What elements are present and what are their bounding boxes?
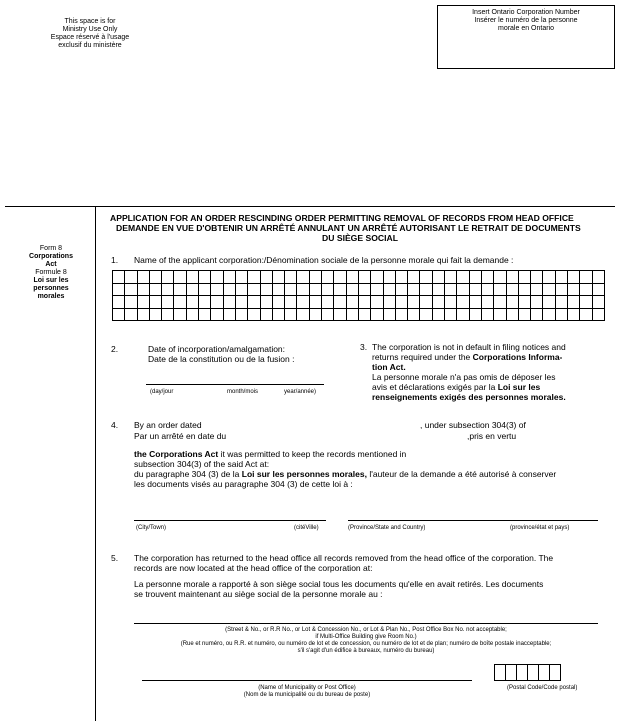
grid-cell[interactable] (518, 308, 530, 321)
incorporation-date-line[interactable] (146, 384, 324, 385)
postal-code-box[interactable] (550, 665, 561, 681)
grid-row (113, 308, 605, 321)
grid-cell[interactable] (567, 308, 579, 321)
grid-cell[interactable] (383, 283, 395, 296)
grid-row (113, 271, 605, 284)
postal-code-box[interactable] (495, 665, 506, 681)
grid-cell[interactable] (149, 308, 161, 321)
postal-code-box[interactable] (517, 665, 528, 681)
item-5-fr-2: se trouvent maintenant au siège social de la personne morale au : (134, 589, 383, 599)
item-5-number: 5. (111, 553, 119, 563)
grid-cell[interactable] (211, 296, 223, 309)
item-2-number: 2. (111, 344, 119, 354)
grid-cell[interactable] (137, 296, 149, 309)
item-5-en-2: records are now located at the head office of the corporation at: (134, 563, 373, 573)
item-2-label (148, 344, 294, 364)
sidebar-divider (95, 206, 96, 721)
grid-cell[interactable] (322, 296, 334, 309)
grid-cell[interactable] (297, 296, 309, 309)
municipality-caption (142, 685, 472, 699)
item-1-label: Name of the applicant corporation:/Dénomination sociale de la personne morale qui fait la demande : (134, 255, 514, 265)
grid-cell[interactable] (383, 296, 395, 309)
grid-cell[interactable] (309, 308, 321, 321)
grid-cell[interactable] (580, 308, 592, 321)
grid-cell[interactable] (592, 271, 604, 284)
act-name-en-1: Corporations (29, 253, 73, 260)
grid-cell[interactable] (457, 283, 469, 296)
title-fr-1: DEMANDE EN VUE D'OBTENIR UN ARRÊTÉ ANNULANT UN ARRÊTÉ AUTORISANT LE RETRAIT DE DOCUMENTS (116, 223, 581, 233)
grid-cell[interactable] (358, 271, 370, 284)
grid-cell[interactable] (457, 271, 469, 284)
grid-cell[interactable] (186, 296, 198, 309)
grid-cell[interactable] (174, 271, 186, 284)
grid-cell[interactable] (113, 283, 125, 296)
order-dated-fr: Par un arrêté en date du (134, 431, 227, 441)
grid-cell[interactable] (162, 283, 174, 296)
grid-cell[interactable] (506, 283, 518, 296)
grid-cell[interactable] (211, 271, 223, 284)
page-divider (5, 206, 615, 207)
city-caption-fr: (citéVille) (294, 525, 319, 531)
grid-cell[interactable] (186, 283, 198, 296)
grid-cell[interactable] (457, 308, 469, 321)
grid-cell[interactable] (346, 271, 358, 284)
grid-cell[interactable] (506, 308, 518, 321)
grid-cell[interactable] (297, 308, 309, 321)
grid-cell[interactable] (395, 296, 407, 309)
grid-cell[interactable] (334, 296, 346, 309)
ministry-line-2: Ministry Use Only (62, 26, 118, 33)
grid-cell[interactable] (506, 271, 518, 284)
grid-cell[interactable] (174, 283, 186, 296)
grid-cell[interactable] (235, 283, 247, 296)
grid-cell[interactable] (174, 308, 186, 321)
grid-cell[interactable] (445, 283, 457, 296)
corporation-name-grid[interactable] (112, 270, 605, 321)
item-3-number: 3. (360, 342, 368, 352)
street-address-line[interactable] (134, 623, 598, 624)
grid-cell[interactable] (420, 308, 432, 321)
grid-cell[interactable] (285, 271, 297, 284)
grid-cell[interactable] (531, 308, 543, 321)
grid-cell[interactable] (555, 308, 567, 321)
ministry-line-4: exclusif du ministère (58, 42, 122, 49)
province-line[interactable] (348, 520, 598, 521)
grid-cell[interactable] (445, 271, 457, 284)
grid-cell[interactable] (322, 283, 334, 296)
grid-cell[interactable] (580, 283, 592, 296)
grid-cell[interactable] (125, 283, 137, 296)
grid-cell[interactable] (592, 283, 604, 296)
item-5-en-1: The corporation has returned to the head office all records removed from the head office of the corporation. The (134, 553, 554, 563)
grid-cell[interactable] (432, 296, 444, 309)
grid-cell[interactable] (248, 308, 260, 321)
ministry-line-1: This space is for (64, 18, 116, 25)
grid-cell[interactable] (494, 271, 506, 284)
city-line[interactable] (134, 520, 326, 521)
grid-cell[interactable] (432, 271, 444, 284)
grid-cell[interactable] (506, 296, 518, 309)
grid-cell[interactable] (543, 296, 555, 309)
act-name-en: the Corporations Act (134, 449, 219, 459)
corp-number-label-2: Insérer le numéro de la personne (474, 17, 578, 24)
grid-cell[interactable] (555, 283, 567, 296)
grid-cell[interactable] (555, 296, 567, 309)
postal-code-caption: (Postal Code/Code postal) (507, 685, 578, 691)
grid-cell[interactable] (371, 271, 383, 284)
grid-cell[interactable] (297, 283, 309, 296)
grid-cell[interactable] (162, 271, 174, 284)
grid-cell[interactable] (383, 271, 395, 284)
grid-cell[interactable] (358, 283, 370, 296)
grid-cell[interactable] (580, 296, 592, 309)
city-caption: (City/Town) (136, 525, 167, 531)
grid-cell[interactable] (174, 296, 186, 309)
form-sidebar (10, 245, 92, 301)
grid-cell[interactable] (199, 283, 211, 296)
grid-cell[interactable] (371, 308, 383, 321)
grid-cell[interactable] (334, 283, 346, 296)
grid-cell[interactable] (395, 308, 407, 321)
grid-cell[interactable] (248, 296, 260, 309)
grid-cell[interactable] (309, 283, 321, 296)
grid-cell[interactable] (260, 271, 272, 284)
grid-cell[interactable] (235, 308, 247, 321)
grid-cell[interactable] (395, 283, 407, 296)
item-4-fr-a: du paragraphe 304 (3) de la (134, 469, 240, 479)
title-en: APPLICATION FOR AN ORDER RESCINDING ORDER PERMITTING REMOVAL OF RECORDS FROM HEAD OFFICE (110, 213, 574, 223)
grid-cell[interactable] (285, 283, 297, 296)
grid-cell[interactable] (481, 271, 493, 284)
grid-cell[interactable] (346, 283, 358, 296)
grid-cell[interactable] (334, 271, 346, 284)
act-name-fr-1: Loi sur les (33, 277, 69, 284)
grid-cell[interactable] (420, 271, 432, 284)
corporation-number-box[interactable] (437, 5, 615, 69)
grid-cell[interactable] (334, 308, 346, 321)
province-caption: (Province/State and Country) (348, 525, 426, 531)
grid-cell[interactable] (211, 308, 223, 321)
grid-cell[interactable] (531, 271, 543, 284)
item-3-en-act: Corporations Informa- (472, 352, 563, 362)
grid-cell[interactable] (113, 296, 125, 309)
item-2-label-fr: Date de la constitution ou de la fusion : (148, 354, 295, 364)
grid-cell[interactable] (358, 296, 370, 309)
corp-number-label-1: Insert Ontario Corporation Number (472, 9, 580, 16)
postal-code-box[interactable] (528, 665, 539, 681)
grid-cell[interactable] (162, 308, 174, 321)
grid-cell[interactable] (285, 308, 297, 321)
grid-cell[interactable] (469, 308, 481, 321)
item-4-number: 4. (111, 420, 119, 430)
corp-number-label-3: morale en Ontario (497, 25, 555, 32)
grid-cell[interactable] (358, 308, 370, 321)
postal-code-box[interactable] (506, 665, 517, 681)
grid-cell[interactable] (125, 296, 137, 309)
form-number-fr: Formule 8 (35, 269, 67, 276)
grid-cell[interactable] (469, 283, 481, 296)
grid-cell[interactable] (235, 271, 247, 284)
grid-cell[interactable] (592, 296, 604, 309)
grid-cell[interactable] (420, 296, 432, 309)
item-5-body (134, 553, 618, 599)
street-caption-en-1: (Street & No., or R.R No., or Lot & Concession No., or Lot & Plan No., Post Office Box No. not acceptable; (225, 627, 507, 633)
form-number-en: Form 8 (39, 245, 63, 252)
item-3-fr-act: Loi sur les (497, 382, 541, 392)
street-caption-fr-2: s'il s'agit d'un édifice à bureaux, numéro du bureau) (297, 648, 435, 654)
municipality-caption-fr: (Nom de la municipalité ou du bureau de poste) (243, 692, 371, 698)
item-3-fr-3: renseignements exigés des personnes morales. (372, 392, 566, 402)
grid-cell[interactable] (211, 283, 223, 296)
item-4-fr-b: l'auteur de la demande a été autorisé à conserver (369, 469, 557, 479)
grid-cell[interactable] (469, 296, 481, 309)
grid-cell[interactable] (113, 308, 125, 321)
grid-cell[interactable] (137, 308, 149, 321)
grid-cell[interactable] (481, 296, 493, 309)
grid-cell[interactable] (125, 271, 137, 284)
grid-cell[interactable] (531, 296, 543, 309)
grid-cell[interactable] (408, 271, 420, 284)
grid-cell[interactable] (371, 296, 383, 309)
grid-cell[interactable] (248, 283, 260, 296)
street-caption-en-2: if Multi-Office Building give Room No.) (315, 634, 417, 640)
item-3-en-1: The corporation is not in default in filing notices and (372, 342, 566, 352)
postal-code-box[interactable] (539, 665, 550, 681)
grid-cell[interactable] (580, 271, 592, 284)
grid-cell[interactable] (457, 296, 469, 309)
grid-cell[interactable] (543, 308, 555, 321)
grid-cell[interactable] (162, 296, 174, 309)
form-title (110, 213, 610, 243)
grid-cell[interactable] (494, 283, 506, 296)
grid-cell[interactable] (555, 271, 567, 284)
grid-cell[interactable] (272, 283, 284, 296)
ministry-line-3: Espace réservé à l'usage (50, 34, 130, 41)
grid-cell[interactable] (223, 296, 235, 309)
act-name-fr-2: personnes (33, 285, 69, 292)
grid-cell[interactable] (518, 296, 530, 309)
grid-cell[interactable] (420, 283, 432, 296)
grid-cell[interactable] (383, 308, 395, 321)
item-3-fr-1: La personne morale n'a pas omis de déposer les (372, 372, 556, 382)
grid-cell[interactable] (272, 308, 284, 321)
act-name-fr: Loi sur les personnes morales, (241, 469, 367, 479)
grid-cell[interactable] (199, 296, 211, 309)
day-caption: (day/jour (150, 389, 174, 395)
grid-cell[interactable] (260, 296, 272, 309)
grid-row (113, 296, 605, 309)
grid-cell[interactable] (346, 296, 358, 309)
grid-cell[interactable] (322, 271, 334, 284)
grid-cell[interactable] (494, 308, 506, 321)
grid-cell[interactable] (260, 283, 272, 296)
grid-cell[interactable] (272, 296, 284, 309)
grid-cell[interactable] (186, 308, 198, 321)
grid-cell[interactable] (518, 271, 530, 284)
grid-cell[interactable] (481, 308, 493, 321)
grid-cell[interactable] (309, 296, 321, 309)
grid-cell[interactable] (592, 308, 604, 321)
postal-code-boxes[interactable] (494, 664, 561, 681)
grid-cell[interactable] (199, 271, 211, 284)
item-3-fr-2: avis et déclarations exigés par la (372, 382, 496, 392)
grid-cell[interactable] (371, 283, 383, 296)
title-fr-2: DU SIÈGE SOCIAL (322, 233, 398, 243)
grid-cell[interactable] (297, 271, 309, 284)
grid-cell[interactable] (567, 283, 579, 296)
grid-cell[interactable] (469, 271, 481, 284)
grid-cell[interactable] (432, 308, 444, 321)
subsection-fr: ,pris en vertu (467, 431, 517, 441)
act-name-en-2: Act (45, 261, 57, 268)
item-5-fr-1: La personne morale a rapporté à son siège social tous les documents qu'elle en avait retirés. Les documents (134, 579, 544, 589)
grid-cell[interactable] (445, 296, 457, 309)
grid-cell[interactable] (235, 296, 247, 309)
grid-cell[interactable] (408, 296, 420, 309)
grid-cell[interactable] (248, 271, 260, 284)
grid-cell[interactable] (149, 296, 161, 309)
item-2-label-en: Date of incorporation/amalgamation: (148, 344, 286, 354)
grid-cell[interactable] (322, 308, 334, 321)
grid-cell[interactable] (272, 271, 284, 284)
grid-cell[interactable] (260, 308, 272, 321)
grid-cell[interactable] (346, 308, 358, 321)
grid-cell[interactable] (149, 283, 161, 296)
street-caption-fr-1: (Rue et numéro, ou R.R. et numéro, ou numéro de lot et de concession, ou numéro de lot et de plan; numéro de boîte postale inacceptable; (180, 641, 552, 647)
province-caption-fr: (province/état et pays) (510, 525, 570, 531)
item-4-body (134, 449, 614, 489)
grid-cell[interactable] (186, 271, 198, 284)
item-4-en-rest: it was permitted to keep the records mentioned in (220, 449, 407, 459)
month-caption: month/mois (227, 389, 259, 395)
grid-cell[interactable] (137, 271, 149, 284)
item-3-text (372, 342, 612, 402)
item-1-number: 1. (111, 255, 119, 265)
grid-cell[interactable] (567, 271, 579, 284)
grid-cell[interactable] (395, 271, 407, 284)
grid-cell[interactable] (445, 308, 457, 321)
grid-cell[interactable] (199, 308, 211, 321)
grid-cell[interactable] (149, 271, 161, 284)
grid-cell[interactable] (223, 271, 235, 284)
grid-cell[interactable] (543, 271, 555, 284)
grid-cell[interactable] (518, 283, 530, 296)
grid-cell[interactable] (481, 283, 493, 296)
municipality-line[interactable] (142, 680, 472, 681)
grid-cell[interactable] (223, 283, 235, 296)
subsection-en: , under subsection 304(3) of (420, 420, 526, 430)
order-dated-en: By an order dated (134, 420, 202, 430)
item-3-en-2: returns required under the (372, 352, 471, 362)
grid-cell[interactable] (543, 283, 555, 296)
grid-cell[interactable] (309, 271, 321, 284)
item-4-fr-2: les documents visés au paragraphe 304 (3) de cette loi à : (134, 479, 353, 489)
grid-cell[interactable] (125, 308, 137, 321)
ministry-use-note (40, 18, 140, 50)
item-4-en-2: subsection 304(3) of the said Act at: (134, 459, 270, 469)
grid-cell[interactable] (285, 296, 297, 309)
grid-cell[interactable] (432, 283, 444, 296)
grid-cell[interactable] (113, 271, 125, 284)
grid-cell[interactable] (494, 296, 506, 309)
grid-cell[interactable] (531, 283, 543, 296)
grid-cell[interactable] (408, 283, 420, 296)
year-caption: year/année) (284, 389, 317, 395)
municipality-caption-en: (Name of Municipality or Post Office) (258, 685, 356, 691)
grid-cell[interactable] (408, 308, 420, 321)
grid-cell[interactable] (137, 283, 149, 296)
street-address-caption (134, 627, 598, 655)
grid-cell[interactable] (567, 296, 579, 309)
act-name-fr-3: morales (37, 293, 65, 300)
item-3-en-3: tion Act. (372, 362, 406, 372)
grid-cell[interactable] (223, 308, 235, 321)
grid-row (113, 283, 605, 296)
